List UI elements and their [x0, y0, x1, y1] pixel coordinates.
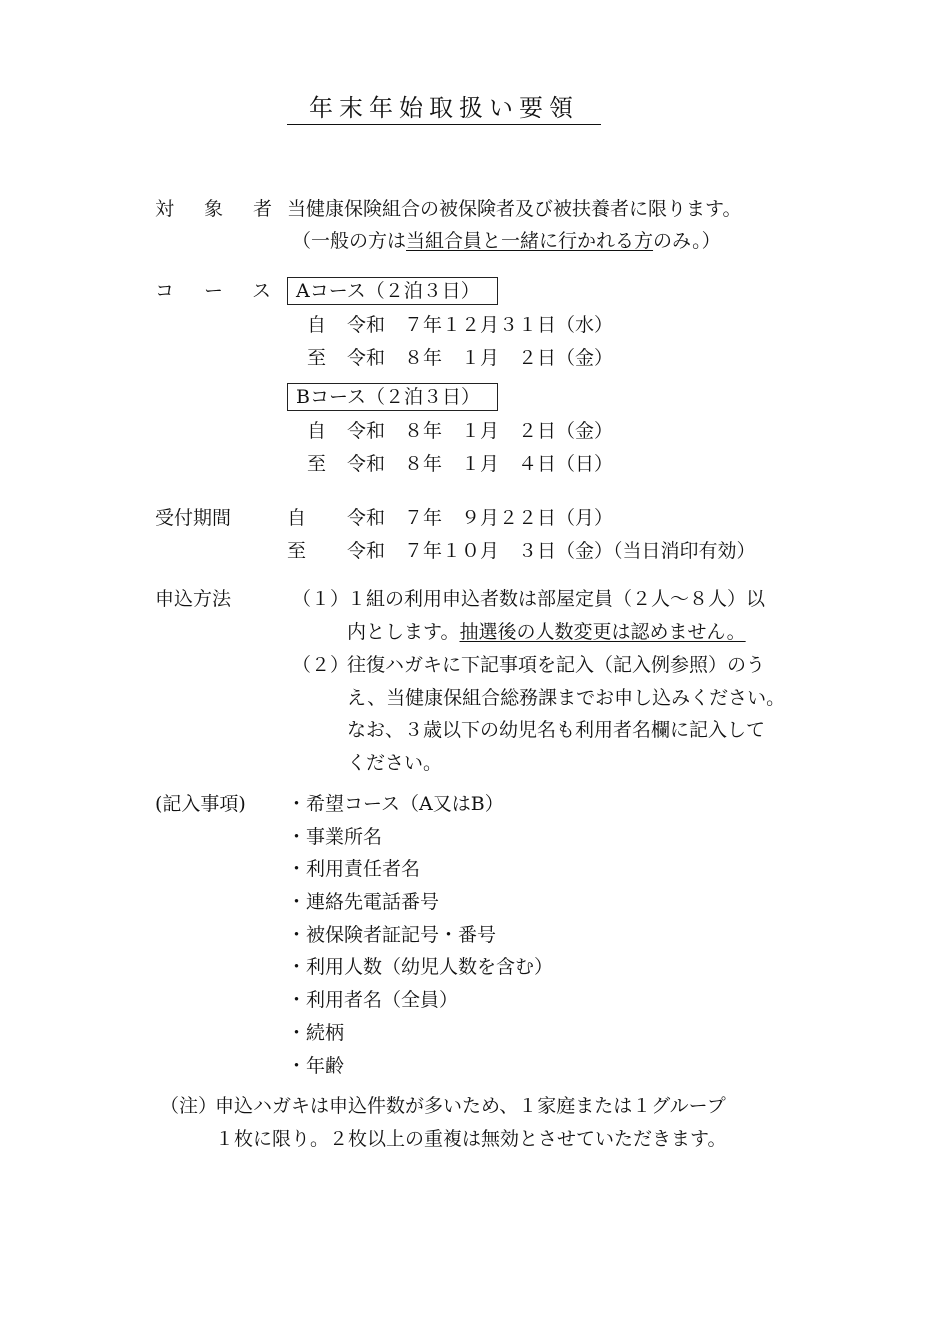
method-item-2-line-3: なお、３歳以下の幼児名も利用者名欄に記入して [347, 719, 766, 741]
method-item-1-line-2-pre: 内とします。 [347, 621, 460, 643]
course-b-to-date: 令和 ８年 １月 ４日（日） [347, 453, 614, 475]
target-line-2-post: のみ。） [653, 230, 721, 252]
entries-item: ・利用者名（全員） [287, 989, 459, 1011]
method-item-1-line-2-post: は認めません。 [611, 621, 746, 643]
entries-item: ・被保険者証記号・番号 [287, 924, 497, 946]
method-item-1-line-2-underlined: 抽選後の人数変更 [459, 621, 612, 643]
course-a-title: Aコース（２泊３日） [296, 279, 480, 302]
course-a-to-date: 令和 ８年 １月 ２日（金） [347, 347, 614, 369]
method-item-1-line-2 [347, 623, 746, 642]
course-b-from-date: 令和 ８年 １月 ２日（金） [347, 420, 614, 442]
period-from-key: 自 [287, 507, 307, 529]
course-label: コース [155, 280, 302, 302]
target-line-1: 当健康保険組合の被保険者及び被扶養者に限ります。 [287, 198, 742, 220]
entries-label: (記入事項) [155, 793, 246, 815]
course-a-from-date: 令和 ７年１２月３１日（水） [347, 314, 614, 336]
method-label: 申込方法 [155, 588, 232, 610]
method-item-2-number: （２） [292, 654, 350, 676]
entries-item: ・希望コース（A又はB） [287, 793, 504, 815]
note-mark: （注） [160, 1095, 218, 1117]
course-b-from-key: 自 [307, 420, 327, 442]
method-item-2-line-1: 往復ハガキに下記事項を記入（記入例参照）のう [347, 654, 766, 676]
course-a-to-key: 至 [307, 347, 327, 369]
note-line-2: １枚に限り。２枚以上の重複は無効とさせていただきます。 [215, 1128, 727, 1150]
target-line-2 [292, 232, 721, 251]
target-label: 対象者 [155, 198, 303, 220]
period-to-key: 至 [287, 540, 307, 562]
course-a-box [287, 277, 498, 305]
method-item-1-line-1: １組の利用申込者数は部屋定員（２人～８人）以 [347, 588, 766, 610]
period-to-date: 令和 ７年１０月 ３日（金）（当日消印有効） [347, 540, 756, 562]
entries-item: ・年齢 [287, 1055, 345, 1077]
period-from-date: 令和 ７年 ９月２２日（月） [347, 507, 614, 529]
course-b-title: Bコース（２泊３日） [296, 385, 481, 408]
entries-item: ・利用人数（幼児人数を含む） [287, 956, 554, 978]
entries-item: ・連絡先電話番号 [287, 891, 440, 913]
course-b-to-key: 至 [307, 453, 327, 475]
course-b-box [287, 383, 498, 411]
entries-item: ・事業所名 [287, 826, 383, 848]
target-line-2-underlined: 当組合員と一緒に行かれる方 [406, 230, 654, 252]
period-label: 受付期間 [155, 507, 232, 529]
page-title: 年末年始取扱い要領 [287, 96, 601, 125]
note-line-1: 申込ハガキは申込件数が多いため、１家庭または１グループ [215, 1095, 726, 1117]
method-item-2-line-2: え、当健康保組合総務課までお申し込みください。 [347, 687, 786, 709]
entries-item: ・続柄 [287, 1022, 345, 1044]
method-item-1-number: （１） [292, 588, 350, 610]
method-item-2-line-4: ください。 [347, 752, 443, 774]
target-line-2-pre: （一般の方は [292, 230, 407, 252]
entries-item: ・利用責任者名 [287, 858, 421, 880]
course-a-from-key: 自 [307, 314, 327, 336]
